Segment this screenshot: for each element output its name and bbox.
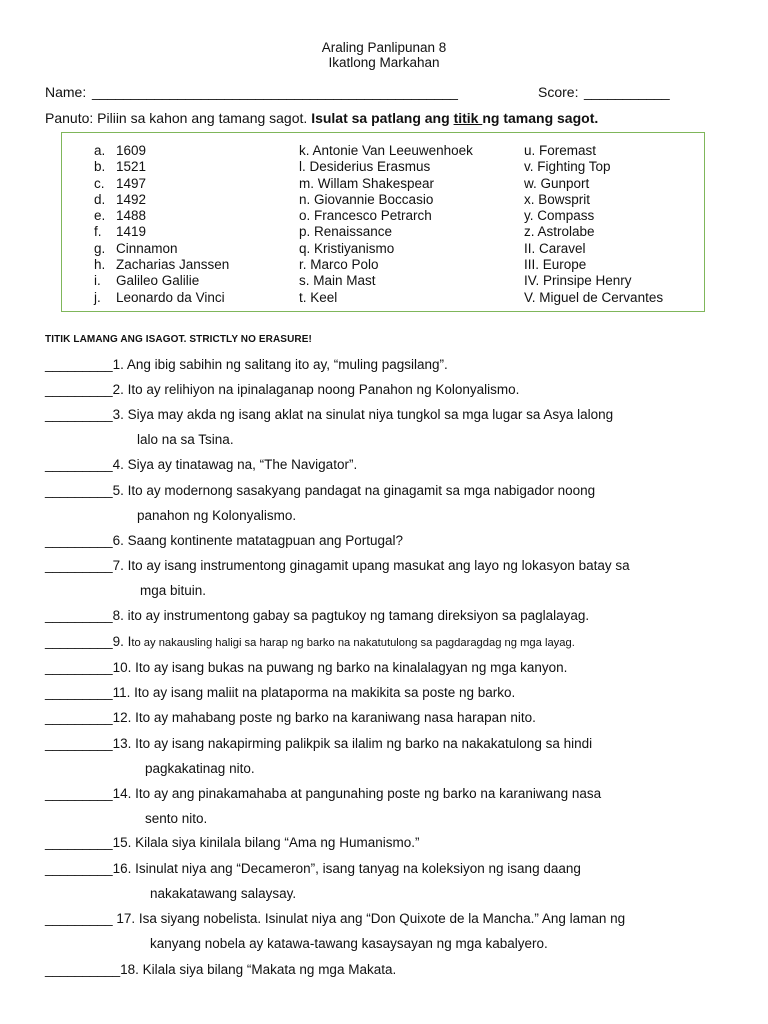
choice-item: z. Astrolabe (524, 224, 595, 240)
question-1: _________1. Ang ibig sabihin ng salitang ito ay, “muling pagsilang”. (45, 357, 448, 372)
question-12: _________12. Ito ay mahabang poste ng barko na karaniwang nasa harapan nito. (45, 710, 536, 725)
score-field[interactable]: ___________ (584, 84, 670, 100)
question-3-continued: lalo na sa Tsina. (137, 432, 234, 447)
choice-text: 1492 (116, 191, 147, 207)
choice-item (94, 143, 229, 159)
instructions (45, 110, 598, 126)
choice-item (94, 176, 229, 192)
question-14-continued: sento nito. (145, 811, 208, 826)
choice-item: o. Francesco Petrarch (299, 208, 432, 224)
choice-item: s. Main Mast (299, 273, 376, 289)
question-17-continued: kanyang nobela ay katawa-tawang kasaysayan ng mga kabalyero. (150, 936, 548, 951)
choice-text: Cinnamon (116, 240, 178, 256)
choice-item (94, 241, 229, 257)
choice-item: p. Renaissance (299, 224, 393, 240)
choice-item: y. Compass (524, 208, 595, 224)
choices-column-2 (299, 143, 473, 306)
choice-item (94, 159, 229, 175)
choice-item (94, 192, 229, 208)
choice-item: n. Giovannie Boccasio (299, 191, 434, 207)
question-13: _________13. Ito ay isang nakapirming palikpik sa ilalim ng barko na nakakatulong sa hindi (45, 736, 593, 751)
choice-item: II. Caravel (524, 240, 586, 256)
choices-box (61, 132, 705, 312)
question-5-continued: panahon ng Kolonyalismo. (137, 508, 297, 523)
question-9 (45, 634, 575, 649)
question-13-continued: pagkakatinag nito. (145, 761, 255, 776)
question-17: _________ 17. Isa siyang nobelista. Isinulat niya ang “Don Quixote de la Mancha.” Ang laman ng (45, 911, 626, 926)
question-11: _________11. Ito ay isang maliit na plataporma na makikita sa poste ng barko. (45, 685, 516, 700)
choice-item: l. Desiderius Erasmus (299, 159, 431, 175)
choice-key: e. (94, 208, 106, 224)
question-16-continued: nakakatawang salaysay. (150, 886, 297, 901)
question-6: _________6. Saang kontinente matatagpuan ang Portugal? (45, 533, 404, 548)
question-15: _________15. Kilala siya kinilala bilang “Ama ng Humanismo.” (45, 835, 420, 850)
question-9-lead: _________9. I (45, 634, 132, 649)
question-3: _________3. Siya may akda ng isang aklat na sinulat niya tungkol sa mga lugar sa Asya lalong (45, 407, 614, 422)
name-field[interactable]: _______________________________________________ (92, 84, 458, 100)
choice-item (94, 273, 229, 289)
choice-item (94, 208, 229, 224)
question-4: _________4. Siya ay tinatawag na, “The Navigator”. (45, 457, 358, 472)
choice-text: 1521 (116, 159, 147, 175)
choice-item: w. Gunport (524, 175, 590, 191)
choice-item: u. Foremast (524, 143, 597, 158)
choice-key: i. (94, 273, 101, 289)
choice-key: f. (94, 224, 102, 240)
choices-column-1 (94, 143, 229, 306)
answer-note: TITIK LAMANG ANG ISAGOT. STRICTLY NO ERASURE! (45, 334, 312, 345)
name-label: Name: (45, 84, 87, 100)
choice-item: III. Europe (524, 257, 587, 273)
instructions-prefix: Panuto: Piliin sa kahon ang tamang sagot. (45, 110, 308, 126)
choice-key: j. (94, 289, 101, 305)
question-5: _________5. Ito ay modernong sasakyang pandagat na ginagamit sa mga nabigador noong (45, 483, 596, 498)
question-2: _________2. Ito ay relihiyon na ipinalaganap noong Panahon ng Kolonyalismo. (45, 382, 520, 397)
choice-item: q. Kristiyanismo (299, 240, 395, 256)
choice-text: 1609 (116, 143, 147, 158)
instructions-bold-a: Isulat sa patlang ang (311, 110, 454, 126)
choice-item: IV. Prinsipe Henry (524, 273, 632, 289)
choices-column-3 (524, 143, 663, 306)
choice-key: c. (94, 175, 105, 191)
choice-item (94, 224, 229, 240)
question-7: _________7. Ito ay isang instrumentong ginagamit upang masukat ang layo ng lokasyon batay sa (45, 558, 630, 573)
choice-key: h. (94, 257, 106, 273)
choice-text: 1497 (116, 175, 147, 191)
instructions-underlined: titik (453, 110, 483, 126)
choice-text: Leonardo da Vinci (116, 289, 225, 305)
choice-key: g. (94, 240, 106, 256)
choice-item: k. Antonie Van Leeuwenhoek (299, 143, 473, 158)
choice-item: V. Miguel de Cervantes (524, 289, 664, 305)
choice-item: v. Fighting Top (524, 159, 611, 175)
choice-text: 1419 (116, 224, 147, 240)
choice-item: t. Keel (299, 289, 338, 305)
choice-item: r. Marco Polo (299, 257, 379, 273)
choice-text: Zacharias Janssen (116, 257, 230, 273)
subject-title: Araling Panlipunan 8 (321, 40, 447, 55)
choice-item (94, 290, 229, 306)
question-9-rest: to ay nakausling haligi sa harap ng barko na nakatutulong sa pagdaragdag ng mga layag. (131, 637, 575, 649)
choice-key: a. (94, 143, 106, 158)
question-8: _________8. ito ay instrumentong gabay sa pagtukoy ng tamang direksiyon sa paglalayag. (45, 608, 590, 623)
choice-item: m. Willam Shakespear (299, 175, 435, 191)
question-10: _________10. Ito ay isang bukas na puwang ng barko na kinalalagyan ng mga kanyon. (45, 660, 568, 675)
choice-key: d. (94, 191, 106, 207)
choice-item (94, 257, 229, 273)
choice-key: b. (94, 159, 106, 175)
question-18: __________18. Kilala siya bilang “Makata ng mga Makata. (45, 962, 397, 977)
question-14: _________14. Ito ay ang pinakamahaba at pangunahing poste ng barko na karaniwang nasa (45, 786, 602, 801)
question-7-continued: mga bituin. (140, 583, 207, 598)
quarter-title: Ikatlong Markahan (328, 55, 440, 70)
choice-text: Galileo Galilie (116, 273, 200, 289)
score-label: Score: (538, 84, 579, 100)
instructions-bold-b: ng tamang sagot. (482, 110, 599, 126)
choice-text: 1488 (116, 208, 147, 224)
choice-item: x. Bowsprit (524, 191, 591, 207)
question-16: _________16. Isinulat niya ang “Decameron”, isang tanyag na koleksiyon ng isang daang (45, 861, 581, 876)
